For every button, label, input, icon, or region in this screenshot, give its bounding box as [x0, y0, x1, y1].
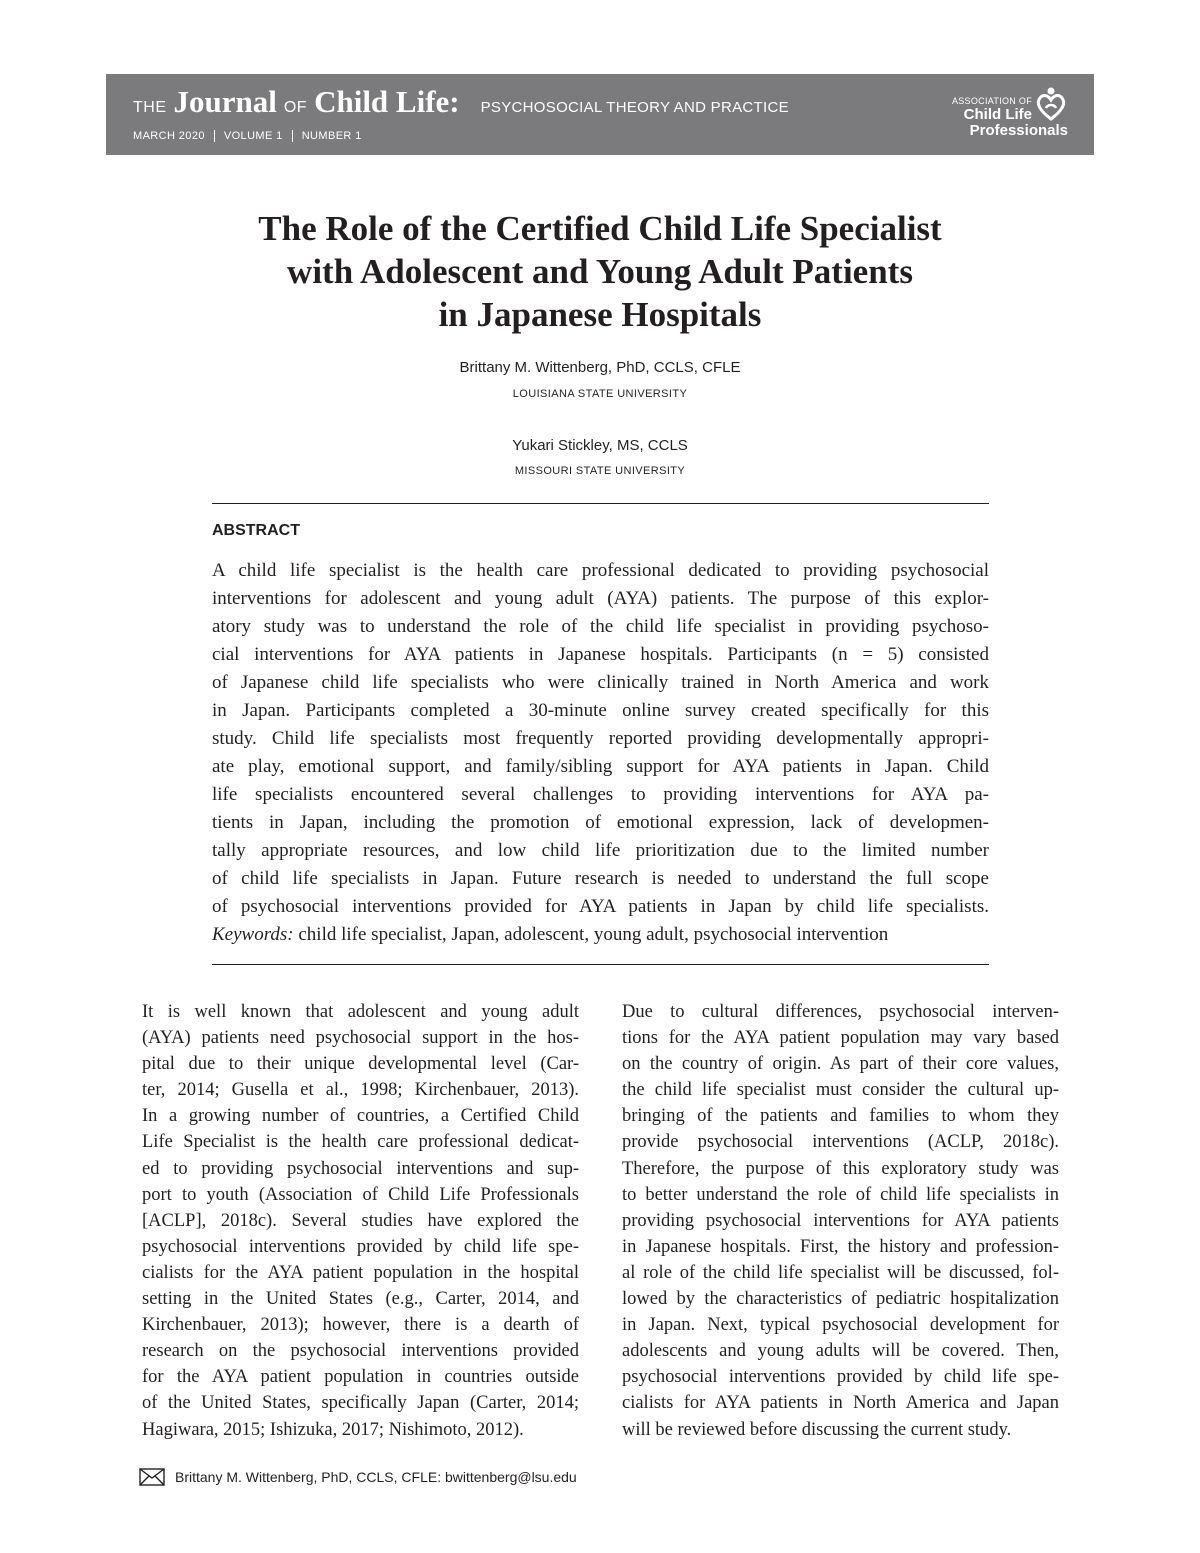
author-affiliation: LOUISIANA STATE UNIVERSITY: [512, 388, 688, 400]
body-line: Life Specialist is the health care professional dedicat-: [142, 1132, 579, 1153]
body-line: cialists for AYA patients in North America and Japan: [622, 1393, 1059, 1414]
logo-line-3: Professionals: [969, 122, 1068, 139]
abstract-body: [212, 557, 989, 949]
article-title: [100, 207, 1100, 336]
abstract-line: of child life specialists in Japan. Future research is needed to understand the full scope: [212, 868, 989, 889]
abstract-line: of psychosocial interventions provided for AYA patients in Japan by child life specialists.: [212, 896, 989, 917]
body-line: bringing of the patients and families to whom they: [622, 1106, 1059, 1127]
aclp-logo: [951, 84, 1068, 144]
abstract-line: in Japan. Participants completed a 30-minute online survey created specifically for this: [212, 700, 989, 721]
divider: [214, 130, 215, 142]
body-line: lowed by the characteristics of pediatric hospitalization: [622, 1289, 1059, 1310]
correspondence-footer: [139, 1468, 577, 1486]
body-line: (AYA) patients need psychosocial support in the hos-: [142, 1028, 579, 1049]
abstract-line: cial interventions for AYA patients in Japanese hospitals. Participants (n = 5) consisted: [212, 644, 989, 665]
body-line: In a growing number of countries, a Certified Child: [142, 1106, 579, 1127]
issue-info: [133, 130, 362, 142]
body-line: Due to cultural differences, psychosocial interven-: [622, 1002, 1059, 1022]
abstract-line: life specialists encountered several challenges to providing interventions for AYA pa-: [212, 784, 989, 805]
body-line: ed to providing psychosocial interventions and sup-: [142, 1158, 579, 1179]
title-line: with Adolescent and Young Adult Patients: [287, 252, 913, 291]
author-affiliation: MISSOURI STATE UNIVERSITY: [514, 465, 686, 477]
body-line: adolescents and young adults will be covered. Then,: [622, 1341, 1059, 1362]
title-line: The Role of the Certified Child Life Specialist: [258, 209, 942, 248]
journal-of: OF: [283, 99, 308, 116]
body-line: the child life specialist must consider the cultural up-: [622, 1080, 1059, 1101]
body-line: of the United States, specifically Japan (Carter, 2014;: [142, 1393, 579, 1414]
body-line: psychosocial interventions provided by child life spe-: [622, 1367, 1059, 1388]
body-line: in Japan. Next, typical psychosocial development for: [622, 1315, 1059, 1336]
body-line: tions for the AYA patient population may vary based: [622, 1028, 1059, 1049]
abstract-line: of Japanese child life specialists who were clinically trained in North America and work: [212, 672, 989, 693]
abstract-line: A child life specialist is the health care professional dedicated to providing psychosocial: [212, 560, 989, 581]
corresponding-author-email-link[interactable]: Brittany M. Wittenberg, PhD, CCLS, CFLE: bwittenberg@lsu.edu: [175, 1469, 577, 1485]
abstract-line: study. Child life specialists most frequently reported providing developmentally appropri-: [212, 728, 989, 749]
body-line: cialists for the AYA patient population in the hospital: [142, 1262, 579, 1283]
abstract-line: tally appropriate resources, and low child life prioritization due to the limited number: [212, 840, 989, 861]
abstract-line: ate play, emotional support, and family/sibling support for AYA patients in Japan. Child: [212, 756, 989, 777]
body-line: It is well known that adolescent and young adult: [142, 1002, 579, 1022]
issue-date: MARCH 2020: [133, 130, 205, 142]
abstract-bottom-rule: [212, 964, 989, 965]
divider: [292, 130, 293, 142]
body-line: will be reviewed before discussing the current study.: [622, 1419, 1012, 1440]
body-column-left: [142, 999, 579, 1443]
body-line: provide psychosocial interventions (ACLP, 2018c).: [622, 1132, 1059, 1153]
body-line: in Japanese hospitals. First, the history and profession-: [622, 1236, 1059, 1257]
body-line: Therefore, the purpose of this exploratory study was: [622, 1158, 1059, 1179]
body-line: psychosocial interventions provided by child life spe-: [142, 1236, 579, 1257]
body-line: for the AYA patient population in countries outside: [142, 1367, 579, 1388]
body-line: providing psychosocial interventions for AYA patients: [622, 1210, 1059, 1231]
body-line: Kirchenbauer, 2013); however, there is a dearth of: [142, 1315, 579, 1336]
body-line: setting in the United States (e.g., Carter, 2014, and: [142, 1289, 579, 1310]
keywords-text: child life specialist, Japan, adolescent, young adult, psychosocial intervention: [298, 924, 889, 945]
title-line: in Japanese Hospitals: [438, 295, 762, 334]
body-line: [ACLP], 2018c). Several studies have explored the: [142, 1210, 579, 1231]
logo-line-2: Child Life: [963, 106, 1032, 123]
journal-header-banner: [106, 74, 1094, 155]
author-name: Yukari Stickley, MS, CCLS: [512, 437, 688, 454]
journal-title: [133, 84, 789, 120]
journal-subtitle: PSYCHOSOCIAL THEORY AND PRACTICE: [480, 99, 789, 116]
abstract-top-rule: [212, 503, 989, 504]
body-line: research on the psychosocial interventions provided: [142, 1341, 579, 1362]
child-life-heart-icon: [1034, 86, 1068, 122]
body-line: to better understand the role of child life specialists in: [622, 1184, 1059, 1205]
journal-word: Journal: [173, 84, 277, 119]
abstract-line: tients in Japan, including the promotion of emotional expression, lack of developmen-: [212, 812, 989, 833]
keywords-label: Keywords:: [212, 924, 294, 945]
body-line: port to youth (Association of Child Life Professionals: [142, 1184, 579, 1205]
issue-volume: VOLUME 1: [223, 130, 283, 142]
keywords-line: [212, 921, 989, 949]
body-line: al role of the child life specialist will be discussed, fol-: [622, 1262, 1059, 1283]
abstract-line: atory study was to understand the role of the child life specialist in providing psychoso-: [212, 616, 989, 637]
body-line: on the country of origin. As part of their core values,: [622, 1054, 1059, 1075]
issue-number: NUMBER 1: [301, 130, 362, 142]
logo-line-1: ASSOCIATION OF: [951, 96, 1032, 106]
body-line: pital due to their unique developmental level (Car-: [142, 1054, 579, 1075]
journal-the: THE: [133, 99, 167, 116]
body-column-right: [622, 999, 1059, 1443]
body-line: ter, 2014; Gusella et al., 1998; Kirchenbauer, 2013).: [142, 1080, 579, 1101]
body-line: Hagiwara, 2015; Ishizuka, 2017; Nishimoto, 2012).: [142, 1419, 524, 1440]
abstract-line: interventions for adolescent and young adult (AYA) patients. The purpose of this explor-: [212, 588, 989, 609]
journal-child-life: Child Life:: [314, 84, 460, 119]
abstract-heading: ABSTRACT: [212, 522, 300, 539]
envelope-icon: [139, 1468, 165, 1486]
author-name: Brittany M. Wittenberg, PhD, CCLS, CFLE: [459, 359, 741, 376]
